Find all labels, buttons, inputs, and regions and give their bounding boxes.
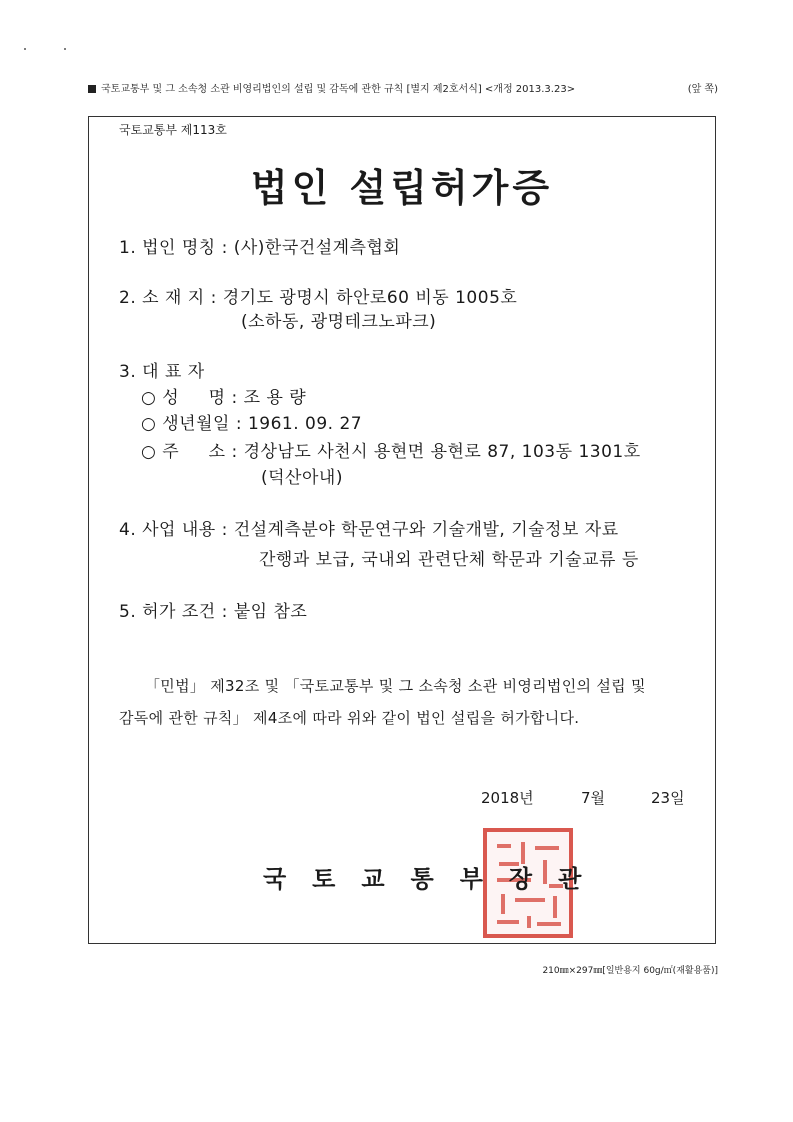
square-bullet-icon: [88, 85, 96, 93]
page-side-note: (앞 쪽): [687, 84, 718, 95]
business-line-1: 4. 사업 내용 : 건설계측분야 학문연구와 기술개발, 기술정보 자료: [119, 520, 619, 540]
representative-address-1: ○ 주 소 : 경상남도 사천시 용현면 용현로 87, 103동 1301호: [141, 442, 641, 462]
business-line-2: 간행과 보급, 국내외 관련단체 학문과 기술교류 등: [259, 550, 639, 570]
permit-condition-line: 5. 허가 조건 : 붙임 참조: [119, 602, 308, 622]
representative-heading: 3. 대 표 자: [119, 362, 205, 382]
scan-speck: [64, 48, 66, 50]
legal-basis-line-2: 감독에 관한 규칙」 제4조에 따라 위와 같이 법인 설립을 허가합니다.: [119, 709, 580, 727]
date-month: 7월: [581, 789, 606, 807]
representative-name: ○ 성 명 : 조 용 량: [141, 388, 307, 408]
address-line-1: 2. 소 재 지 : 경기도 광명시 하안로60 비동 1005호: [119, 288, 518, 308]
document-number: 국토교통부 제113호: [119, 123, 227, 137]
scan-speck: [24, 48, 26, 50]
corporation-name-line: 1. 법인 명칭 : (사)한국건설계측협회: [119, 238, 401, 258]
issuer-minister: 국토교통부장관: [263, 865, 608, 893]
date-year: 2018년: [481, 789, 534, 807]
certificate-frame: [88, 116, 716, 944]
representative-address-2: (덕산아내): [261, 468, 343, 488]
paper-spec-footer: 210㎜×297㎜[일반용지 60g/㎡(재활용품)]: [542, 966, 718, 976]
form-note: 국토교통부 및 그 소속청 소관 비영리법인의 설립 및 감독에 관한 규칙 [별지 제2호서식] <개정 2013.3.23>: [101, 84, 576, 95]
address-line-2: (소하동, 광명테크노파크): [241, 312, 437, 332]
certificate-title: 법인 설립허가증: [250, 166, 554, 210]
date-day: 23일: [651, 789, 685, 807]
representative-birth: ○ 생년월일 : 1961. 09. 27: [141, 414, 363, 434]
legal-basis-line-1: 「민법」 제32조 및 「국토교통부 및 그 소속청 소관 비영리법인의 설립 및: [145, 677, 646, 695]
form-header: [88, 80, 718, 95]
